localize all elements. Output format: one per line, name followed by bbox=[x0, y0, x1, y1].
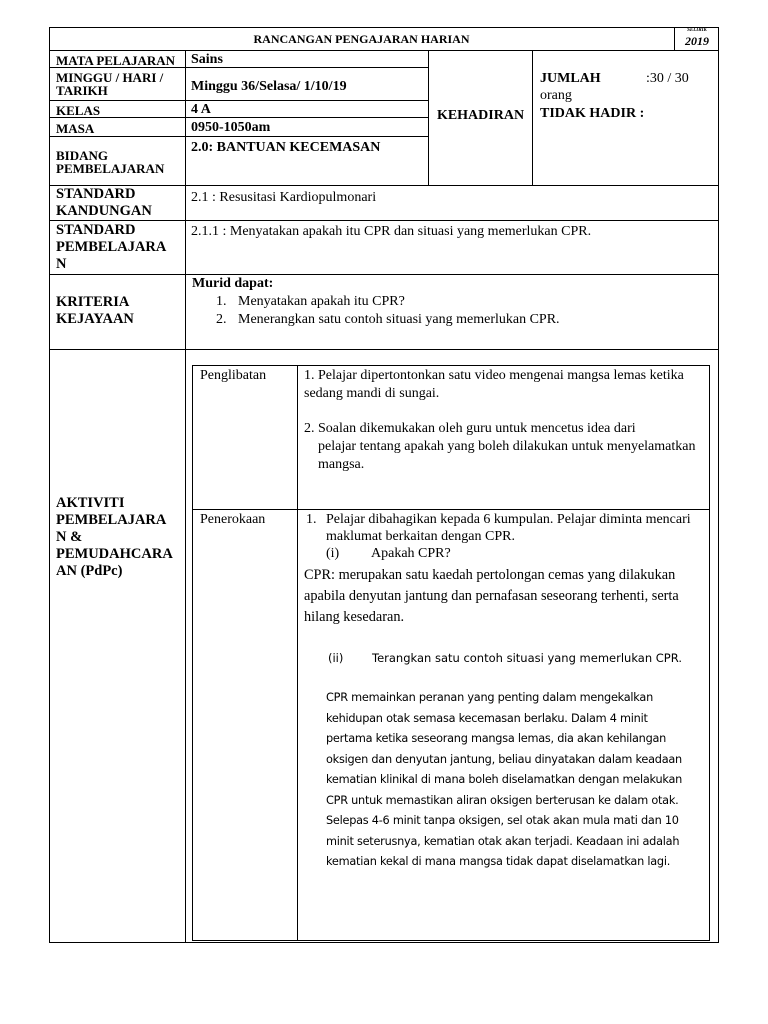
minggu-label-line: MINGGU / HARI / bbox=[56, 70, 164, 85]
label-line: STANDARD bbox=[56, 222, 136, 238]
jumlah-value: :30 / 30 bbox=[646, 71, 689, 86]
activity-table-divider bbox=[192, 509, 710, 510]
mata-pelajaran-value: Sains bbox=[191, 52, 223, 67]
standard-pembelajaran-label bbox=[50, 221, 185, 274]
label-line: PEMUDAHCARA bbox=[56, 546, 173, 562]
penglibatan-text-1: 1. Pelajar dipertontonkan satu video mengenai mangsa lemas ketika sedang mandi di sungai. bbox=[304, 368, 684, 401]
minggu-label-line: TARIKH bbox=[56, 83, 108, 98]
kriteria-item: Menerangkan satu contoh situasi yang memerlukan CPR. bbox=[238, 312, 560, 327]
row-divider bbox=[185, 274, 186, 350]
minggu-label bbox=[50, 70, 185, 98]
kriteria-item: Menyatakan apakah itu CPR? bbox=[238, 294, 405, 309]
label-line: PEMBELAJARA bbox=[56, 512, 167, 528]
label-line: KANDUNGAN bbox=[56, 203, 152, 219]
label-line: AN (PdPc) bbox=[56, 563, 123, 579]
row-divider bbox=[185, 349, 186, 943]
kriteria-item-marker: 2. bbox=[216, 312, 227, 327]
header-divider bbox=[674, 27, 675, 51]
penerokaan-sub-text: Apakah CPR? bbox=[371, 546, 451, 561]
penglibatan-text-2-cont: pelajar tentang apakah yang boleh dilakukan untuk menyelamatkan mangsa. bbox=[318, 439, 696, 472]
standard-pembelajaran-value: 2.1.1 : Menyatakan apakah itu CPR dan situasi yang memerlukan CPR. bbox=[191, 224, 592, 239]
page-title: RANCANGAN PENGAJARAN HARIAN bbox=[253, 32, 470, 46]
bidang-label-line: PEMBELAJARAN bbox=[56, 161, 165, 176]
penerokaan-sub-marker: (i) bbox=[326, 546, 340, 561]
kriteria-heading: Murid dapat: bbox=[192, 276, 274, 291]
penerokaan-sub-text: Terangkan satu contoh situasi yang memerlukan CPR. bbox=[372, 651, 682, 665]
bidang-value: 2.0: BANTUAN KECEMASAN bbox=[191, 140, 381, 155]
year-label: 2019 bbox=[685, 34, 709, 48]
cpr-explanation: CPR memainkan peranan yang penting dalam mengekalkan kehidupan otak semasa kecemasan berlaku. Dalam 4 minit pertama ketika seseorang mangsa lemas, dia akan kehilangan oksigen dan denyutan jantung, beliau dinyatakan dalam keadaan kematian klinikal di mana boleh diselamatkan dengan melakukan CPR untuk memastikan aliran oksigen berterusan ke dalam otak. Selepas 4-6 minit tanpa oksigen, sel otak akan mula mati dan 10 minit seterusnya, kematian otak akan terjadi. Keadaan ini adalah kematian kekal di mana mangsa tidak dapat diselamatkan lagi. bbox=[326, 691, 683, 868]
kelas-value: 4 A bbox=[191, 102, 211, 117]
label-line: PEMBELAJARA bbox=[56, 239, 167, 255]
label-line: AKTIVITI bbox=[56, 495, 125, 511]
mata-pelajaran-label: MATA PELAJARAN bbox=[56, 53, 176, 68]
standard-kandungan-value: 2.1 : Resusitasi Kardiopulmonari bbox=[191, 190, 377, 205]
masa-value: 0950-1050am bbox=[191, 120, 271, 135]
kriteria-item-marker: 1. bbox=[216, 294, 227, 309]
label-line: KRITERIA bbox=[56, 294, 130, 310]
masa-label: MASA bbox=[56, 121, 95, 136]
label-line: N bbox=[56, 256, 67, 272]
kehadiran-label: KEHADIRAN bbox=[436, 108, 525, 123]
kelas-label: KELAS bbox=[56, 103, 101, 118]
info-divider bbox=[532, 50, 533, 186]
label-line: KEJAYAAN bbox=[56, 311, 134, 327]
penerokaan-item-marker: 1. bbox=[306, 512, 317, 527]
penerokaan-label: Penerokaan bbox=[200, 512, 266, 527]
jumlah-label: JUMLAH bbox=[540, 71, 601, 86]
minggu-value: Minggu 36/Selasa/ 1/10/19 bbox=[191, 79, 347, 94]
activity-table-divider bbox=[297, 365, 298, 941]
penerokaan-sub-marker: (ii) bbox=[328, 651, 344, 665]
kriteria-label bbox=[50, 293, 185, 329]
standard-kandungan-label bbox=[50, 185, 185, 221]
jumlah-unit: orang bbox=[540, 88, 572, 103]
penerokaan-item-text: Pelajar dibahagikan kepada 6 kumpulan. Pelajar diminta mencari maklumat berkaitan dengan CPR. bbox=[326, 512, 691, 544]
cpr-definition: CPR: merupakan satu kaedah pertolongan cemas yang dilakukan apabila denyutan jantung dan pernafasan seseorang terhenti, serta hilang kesedaran. bbox=[304, 567, 679, 625]
aktiviti-label bbox=[50, 494, 185, 581]
tidak-hadir-label: TIDAK HADIR : bbox=[540, 106, 645, 121]
penglibatan-text-2: 2. Soalan dikemukakan oleh guru untuk mencetus idea dari bbox=[304, 421, 636, 436]
stamp-small-label: SELIRIK bbox=[687, 28, 707, 33]
bidang-label-line: BIDANG bbox=[56, 148, 109, 163]
bidang-label bbox=[50, 148, 185, 176]
label-line: STANDARD bbox=[56, 186, 136, 202]
penglibatan-label: Penglibatan bbox=[200, 368, 267, 383]
label-line: N & bbox=[56, 529, 83, 545]
